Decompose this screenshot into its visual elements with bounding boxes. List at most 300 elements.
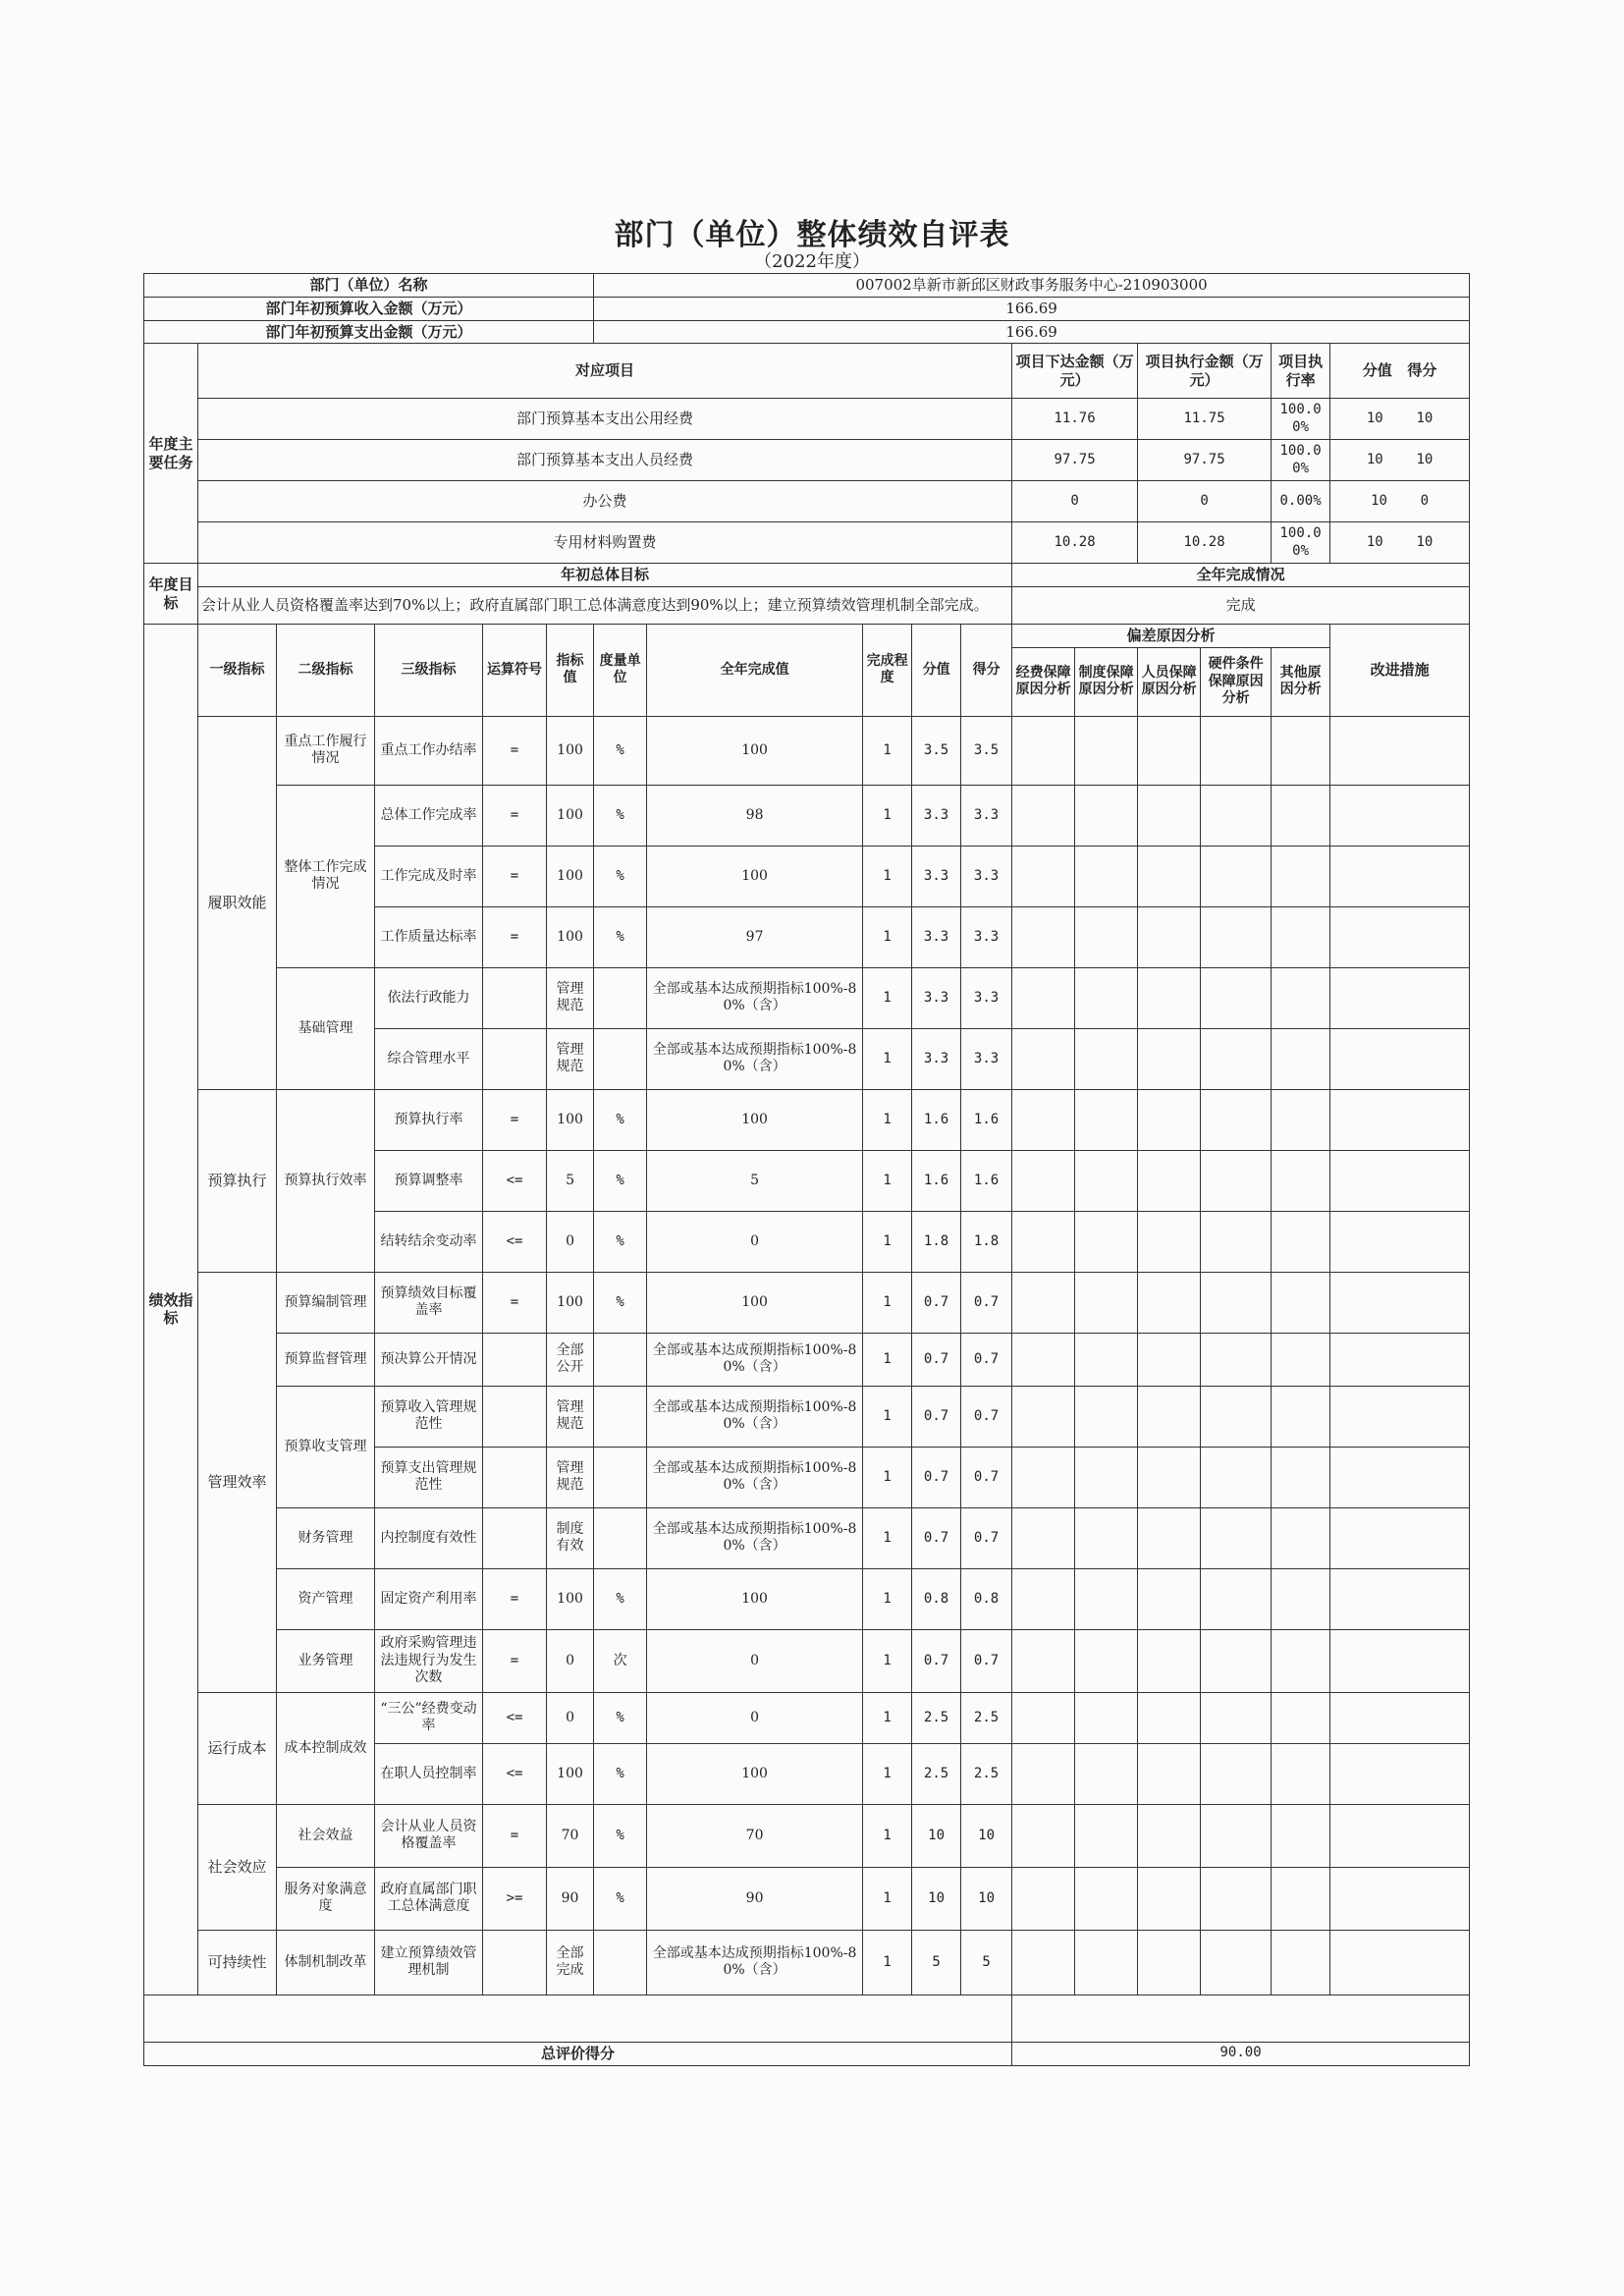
indicator-empty-cell	[1330, 1568, 1470, 1629]
indicator-empty-cell	[1201, 1333, 1272, 1386]
indicator-degree: 1	[863, 1150, 912, 1211]
col-improve: 改进措施	[1330, 625, 1470, 717]
indicator-weight: 2.5	[912, 1743, 961, 1804]
indicator-empty-cell	[1330, 1507, 1470, 1568]
indicator-empty-cell	[1012, 1692, 1075, 1743]
col-target: 指标值	[547, 625, 594, 717]
indicator-operator	[483, 967, 547, 1028]
indicator-empty-cell	[1201, 1089, 1272, 1150]
tasks-header-project: 对应项目	[198, 344, 1012, 399]
indicator-row	[144, 967, 1470, 1028]
indicator-level3: 建立预算绩效管理机制	[375, 1930, 483, 1995]
col-actual: 全年完成值	[647, 625, 863, 717]
indicator-empty-cell	[1330, 846, 1470, 906]
task-executed: 97.75	[1138, 440, 1272, 481]
indicator-degree: 1	[863, 906, 912, 967]
task-row	[144, 481, 1470, 522]
indicator-level3: 固定资产利用率	[375, 1568, 483, 1629]
indicator-target: 管理规范	[547, 1386, 594, 1447]
indicator-empty-cell	[1138, 967, 1201, 1028]
indicator-weight: 1.8	[912, 1211, 961, 1272]
indicator-row	[144, 1867, 1470, 1930]
task-row	[144, 440, 1470, 481]
income-label: 部门年初预算收入金额（万元）	[144, 297, 594, 320]
indicator-empty-cell	[1272, 1507, 1330, 1568]
indicator-empty-cell	[1138, 1028, 1201, 1089]
indicator-operator: =	[483, 906, 547, 967]
indicator-empty-cell	[1138, 716, 1201, 785]
indicator-row	[144, 716, 1470, 785]
indicator-row	[144, 1507, 1470, 1568]
indicator-unit: 次	[594, 1629, 647, 1692]
col-level2: 二级指标	[277, 625, 375, 717]
indicator-level3: “三公”经费变动率	[375, 1692, 483, 1743]
indicator-level2: 预算执行效率	[277, 1089, 375, 1272]
indicator-score: 1.6	[961, 1089, 1012, 1150]
page-title: 部门（单位）整体绩效自评表	[614, 218, 1010, 252]
task-weight: 10	[1366, 534, 1383, 550]
indicator-level3: 政府采购管理违法违规行为发生次数	[375, 1629, 483, 1692]
indicator-empty-cell	[1201, 906, 1272, 967]
indicator-unit: %	[594, 1089, 647, 1150]
indicator-empty-cell	[1330, 1447, 1470, 1507]
indicator-level3: 在职人员控制率	[375, 1743, 483, 1804]
indicator-target: 100	[547, 1272, 594, 1333]
indicator-degree: 1	[863, 1028, 912, 1089]
indicator-operator: =	[483, 1629, 547, 1692]
total-spacer-right	[1012, 1995, 1470, 2042]
indicator-empty-cell	[1272, 1629, 1330, 1692]
indicator-weight: 0.7	[912, 1272, 961, 1333]
tasks-header-executed: 项目执行金额（万元）	[1138, 344, 1272, 399]
col-dev-staff: 人员保障原因分析	[1138, 647, 1201, 716]
indicator-degree: 1	[863, 1447, 912, 1507]
indicator-level1: 预算执行	[198, 1089, 277, 1272]
indicator-empty-cell	[1272, 1804, 1330, 1867]
indicator-empty-cell	[1201, 1743, 1272, 1804]
indicator-empty-cell	[1272, 1333, 1330, 1386]
indicator-empty-cell	[1272, 1028, 1330, 1089]
indicator-unit: %	[594, 1692, 647, 1743]
indicator-unit	[594, 1930, 647, 1995]
indicator-empty-cell	[1075, 1089, 1138, 1150]
indicator-unit: %	[594, 1804, 647, 1867]
indicator-operator: <=	[483, 1692, 547, 1743]
indicator-operator: =	[483, 785, 547, 846]
indicator-operator: >=	[483, 1867, 547, 1930]
tasks-header-weight-score	[1330, 344, 1470, 399]
indicator-empty-cell	[1075, 1867, 1138, 1930]
indicators-section-label: 绩效指标	[144, 625, 198, 1995]
indicator-row	[144, 1930, 1470, 1995]
indicator-actual: 0	[647, 1629, 863, 1692]
indicator-score: 0.7	[961, 1629, 1012, 1692]
task-issued: 97.75	[1012, 440, 1138, 481]
indicator-target: 100	[547, 846, 594, 906]
indicator-level1: 管理效率	[198, 1272, 277, 1692]
indicator-weight: 0.7	[912, 1386, 961, 1447]
indicator-weight: 5	[912, 1930, 961, 1995]
indicator-empty-cell	[1330, 1386, 1470, 1447]
indicator-actual: 98	[647, 785, 863, 846]
indicator-level2: 预算收支管理	[277, 1386, 375, 1507]
task-rate: 0.00%	[1272, 481, 1330, 522]
indicator-level2: 资产管理	[277, 1568, 375, 1629]
indicator-empty-cell	[1272, 1867, 1330, 1930]
indicator-score: 0.8	[961, 1568, 1012, 1629]
indicator-level2: 整体工作完成情况	[277, 785, 375, 967]
indicator-empty-cell	[1272, 1272, 1330, 1333]
indicator-level3: 预算调整率	[375, 1150, 483, 1211]
indicator-score: 1.8	[961, 1211, 1012, 1272]
indicator-empty-cell	[1330, 1150, 1470, 1211]
indicator-empty-cell	[1075, 1150, 1138, 1211]
indicator-level1: 社会效应	[198, 1804, 277, 1930]
indicator-empty-cell	[1272, 1447, 1330, 1507]
indicator-empty-cell	[1138, 906, 1201, 967]
indicator-unit: %	[594, 785, 647, 846]
indicator-weight: 3.3	[912, 1028, 961, 1089]
indicator-empty-cell	[1201, 1447, 1272, 1507]
tasks-header-weight: 分值	[1362, 361, 1392, 380]
task-row	[144, 399, 1470, 440]
indicator-level2: 基础管理	[277, 967, 375, 1089]
indicator-score: 0.7	[961, 1386, 1012, 1447]
tasks-header-score: 得分	[1407, 361, 1437, 380]
indicator-empty-cell	[1201, 1386, 1272, 1447]
indicator-operator: =	[483, 716, 547, 785]
indicator-empty-cell	[1272, 785, 1330, 846]
indicator-level3: 工作质量达标率	[375, 906, 483, 967]
indicator-empty-cell	[1201, 1867, 1272, 1930]
indicator-degree: 1	[863, 1333, 912, 1386]
indicator-score: 1.6	[961, 1150, 1012, 1211]
indicator-empty-cell	[1201, 1272, 1272, 1333]
indicator-actual: 全部或基本达成预期指标100%-80%（含）	[647, 967, 863, 1028]
task-name: 专用材料购置费	[198, 522, 1012, 564]
indicator-empty-cell	[1272, 716, 1330, 785]
indicator-empty-cell	[1012, 1507, 1075, 1568]
task-name: 部门预算基本支出公用经费	[198, 399, 1012, 440]
indicator-empty-cell	[1272, 1692, 1330, 1743]
indicator-degree: 1	[863, 1272, 912, 1333]
indicator-empty-cell	[1330, 1804, 1470, 1867]
indicator-degree: 1	[863, 1867, 912, 1930]
indicator-level3: 内控制度有效性	[375, 1507, 483, 1568]
goals-target-text: 会计从业人员资格覆盖率达到70%以上；政府直属部门职工总体满意度达到90%以上；建立预算绩效管理机制全部完成。	[198, 587, 1012, 625]
total-score-value: 90.00	[1012, 2042, 1470, 2065]
indicator-empty-cell	[1012, 1150, 1075, 1211]
indicator-empty-cell	[1075, 785, 1138, 846]
indicator-empty-cell	[1330, 967, 1470, 1028]
col-degree: 完成程度	[863, 625, 912, 717]
task-rate: 100.00%	[1272, 399, 1330, 440]
indicator-level2: 社会效益	[277, 1804, 375, 1867]
indicator-empty-cell	[1075, 1930, 1138, 1995]
indicator-degree: 1	[863, 1629, 912, 1692]
col-dev-funding: 经费保障原因分析	[1012, 647, 1075, 716]
indicator-degree: 1	[863, 1386, 912, 1447]
unit-name-label: 部门（单位）名称	[144, 274, 594, 298]
expense-value: 166.69	[594, 320, 1470, 344]
indicator-empty-cell	[1330, 1272, 1470, 1333]
indicator-unit: %	[594, 716, 647, 785]
indicator-empty-cell	[1012, 906, 1075, 967]
indicator-actual: 100	[647, 846, 863, 906]
indicator-empty-cell	[1012, 1743, 1075, 1804]
indicator-unit: %	[594, 1150, 647, 1211]
indicator-empty-cell	[1138, 846, 1201, 906]
indicator-weight: 0.7	[912, 1507, 961, 1568]
goals-done-text: 完成	[1012, 587, 1470, 625]
indicator-empty-cell	[1075, 1272, 1138, 1333]
indicator-weight: 3.3	[912, 906, 961, 967]
indicator-empty-cell	[1075, 1629, 1138, 1692]
indicator-target: 100	[547, 1568, 594, 1629]
indicator-target: 0	[547, 1211, 594, 1272]
indicator-score: 10	[961, 1804, 1012, 1867]
indicator-operator	[483, 1333, 547, 1386]
indicator-row	[144, 1386, 1470, 1447]
indicator-target: 0	[547, 1629, 594, 1692]
indicator-score: 2.5	[961, 1743, 1012, 1804]
indicator-empty-cell	[1138, 1386, 1201, 1447]
indicator-empty-cell	[1075, 1568, 1138, 1629]
indicator-score: 3.3	[961, 846, 1012, 906]
tasks-section-label: 年度主要任务	[144, 344, 198, 564]
task-score: 0	[1420, 493, 1430, 509]
indicator-empty-cell	[1272, 1568, 1330, 1629]
task-name: 办公费	[198, 481, 1012, 522]
task-issued: 0	[1012, 481, 1138, 522]
task-issued: 11.76	[1012, 399, 1138, 440]
indicator-unit	[594, 1507, 647, 1568]
indicator-empty-cell	[1330, 1930, 1470, 1995]
goals-done-header: 全年完成情况	[1012, 564, 1470, 587]
indicator-degree: 1	[863, 1743, 912, 1804]
indicator-empty-cell	[1012, 846, 1075, 906]
indicator-target: 5	[547, 1150, 594, 1211]
indicator-score: 10	[961, 1867, 1012, 1930]
col-unit: 度量单位	[594, 625, 647, 717]
indicator-unit	[594, 967, 647, 1028]
col-dev-system: 制度保障原因分析	[1075, 647, 1138, 716]
col-score: 得分	[961, 625, 1012, 717]
indicator-empty-cell	[1138, 1211, 1201, 1272]
indicator-weight: 3.3	[912, 967, 961, 1028]
indicator-empty-cell	[1075, 1447, 1138, 1507]
indicator-empty-cell	[1138, 785, 1201, 846]
indicator-empty-cell	[1201, 1211, 1272, 1272]
col-level3: 三级指标	[375, 625, 483, 717]
indicator-level2: 预算编制管理	[277, 1272, 375, 1333]
indicator-empty-cell	[1075, 906, 1138, 967]
indicator-operator: =	[483, 846, 547, 906]
indicator-degree: 1	[863, 1692, 912, 1743]
indicator-operator: =	[483, 1089, 547, 1150]
indicator-empty-cell	[1075, 1028, 1138, 1089]
col-dev-hardware: 硬件条件保障原因分析	[1201, 647, 1272, 716]
indicator-degree: 1	[863, 846, 912, 906]
indicator-empty-cell	[1012, 1211, 1075, 1272]
indicator-weight: 10	[912, 1804, 961, 1867]
indicator-empty-cell	[1012, 1867, 1075, 1930]
indicator-empty-cell	[1138, 1272, 1201, 1333]
col-dev-other: 其他原因分析	[1272, 647, 1330, 716]
indicator-degree: 1	[863, 1804, 912, 1867]
col-level1: 一级指标	[198, 625, 277, 717]
indicator-empty-cell	[1330, 1867, 1470, 1930]
indicator-empty-cell	[1272, 1150, 1330, 1211]
indicator-row	[144, 1333, 1470, 1386]
indicator-target: 管理规范	[547, 967, 594, 1028]
indicator-actual: 100	[647, 716, 863, 785]
indicator-empty-cell	[1138, 1930, 1201, 1995]
indicator-level3: 依法行政能力	[375, 967, 483, 1028]
indicator-score: 0.7	[961, 1333, 1012, 1386]
indicator-degree: 1	[863, 1089, 912, 1150]
indicator-level3: 预算支出管理规范性	[375, 1447, 483, 1507]
indicator-target: 0	[547, 1692, 594, 1743]
indicator-level2: 重点工作履行情况	[277, 716, 375, 785]
indicator-level3: 工作完成及时率	[375, 846, 483, 906]
indicator-degree: 1	[863, 1568, 912, 1629]
indicator-score: 3.5	[961, 716, 1012, 785]
indicator-empty-cell	[1138, 1804, 1201, 1867]
indicator-score: 2.5	[961, 1692, 1012, 1743]
indicator-unit	[594, 1028, 647, 1089]
indicator-empty-cell	[1138, 1629, 1201, 1692]
indicator-operator: =	[483, 1272, 547, 1333]
indicator-empty-cell	[1201, 1028, 1272, 1089]
indicator-unit: %	[594, 1211, 647, 1272]
indicator-actual: 97	[647, 906, 863, 967]
task-executed: 11.75	[1138, 399, 1272, 440]
indicator-operator	[483, 1507, 547, 1568]
indicator-row	[144, 1272, 1470, 1333]
indicator-actual: 全部或基本达成预期指标100%-80%（含）	[647, 1930, 863, 1995]
indicator-degree: 1	[863, 1507, 912, 1568]
indicator-empty-cell	[1075, 1804, 1138, 1867]
indicator-target: 全部公开	[547, 1333, 594, 1386]
total-spacer-left	[144, 1995, 1012, 2042]
indicator-empty-cell	[1330, 1028, 1470, 1089]
task-rate: 100.00%	[1272, 440, 1330, 481]
indicator-empty-cell	[1201, 785, 1272, 846]
indicator-operator	[483, 1028, 547, 1089]
indicator-degree: 1	[863, 1211, 912, 1272]
indicator-empty-cell	[1330, 1333, 1470, 1386]
indicator-target: 管理规范	[547, 1028, 594, 1089]
indicator-weight: 0.7	[912, 1447, 961, 1507]
indicator-row	[144, 1089, 1470, 1150]
indicator-degree: 1	[863, 1930, 912, 1995]
indicator-empty-cell	[1272, 1930, 1330, 1995]
indicator-score: 3.3	[961, 906, 1012, 967]
indicator-unit	[594, 1386, 647, 1447]
indicator-operator: <=	[483, 1743, 547, 1804]
indicator-empty-cell	[1138, 1089, 1201, 1150]
indicator-row	[144, 1804, 1470, 1867]
indicator-actual: 0	[647, 1692, 863, 1743]
task-weight: 10	[1366, 410, 1383, 426]
indicator-level2: 成本控制成效	[277, 1692, 375, 1804]
indicator-empty-cell	[1201, 1568, 1272, 1629]
indicator-empty-cell	[1330, 906, 1470, 967]
page-subtitle-year: （2022年度）	[754, 251, 870, 272]
task-weight-score	[1330, 481, 1470, 522]
indicator-score: 5	[961, 1930, 1012, 1995]
indicator-operator	[483, 1447, 547, 1507]
indicator-unit	[594, 1333, 647, 1386]
indicator-empty-cell	[1138, 1447, 1201, 1507]
task-weight: 10	[1371, 493, 1387, 509]
indicator-actual: 100	[647, 1089, 863, 1150]
indicator-empty-cell	[1330, 785, 1470, 846]
indicator-level1: 运行成本	[198, 1692, 277, 1804]
indicator-degree: 1	[863, 785, 912, 846]
indicator-weight: 3.5	[912, 716, 961, 785]
indicator-operator: =	[483, 1568, 547, 1629]
task-score: 10	[1416, 452, 1434, 467]
indicator-actual: 全部或基本达成预期指标100%-80%（含）	[647, 1507, 863, 1568]
indicator-row	[144, 1568, 1470, 1629]
indicator-empty-cell	[1012, 716, 1075, 785]
indicator-level3: 会计从业人员资格覆盖率	[375, 1804, 483, 1867]
unit-name-value: 007002阜新市新邱区财政事务服务中心-210903000	[594, 274, 1470, 298]
indicator-row	[144, 1692, 1470, 1743]
indicator-empty-cell	[1075, 967, 1138, 1028]
indicator-empty-cell	[1138, 1867, 1201, 1930]
task-rate: 100.00%	[1272, 522, 1330, 564]
indicator-level1: 可持续性	[198, 1930, 277, 1995]
indicator-target: 制度有效	[547, 1507, 594, 1568]
task-issued: 10.28	[1012, 522, 1138, 564]
indicator-actual: 全部或基本达成预期指标100%-80%（含）	[647, 1028, 863, 1089]
task-score: 10	[1416, 410, 1434, 426]
indicator-empty-cell	[1201, 1629, 1272, 1692]
indicator-level3: 综合管理水平	[375, 1028, 483, 1089]
tasks-header-issued: 项目下达金额（万元）	[1012, 344, 1138, 399]
indicator-weight: 1.6	[912, 1150, 961, 1211]
indicator-empty-cell	[1201, 1507, 1272, 1568]
indicator-level3: 预算绩效目标覆盖率	[375, 1272, 483, 1333]
indicator-empty-cell	[1272, 967, 1330, 1028]
indicator-empty-cell	[1075, 1507, 1138, 1568]
indicator-unit: %	[594, 906, 647, 967]
indicator-empty-cell	[1330, 1629, 1470, 1692]
indicator-empty-cell	[1075, 1211, 1138, 1272]
indicator-level2: 财务管理	[277, 1507, 375, 1568]
tasks-header-rate: 项目执行率	[1272, 344, 1330, 399]
indicator-level3: 预算执行率	[375, 1089, 483, 1150]
income-value: 166.69	[594, 297, 1470, 320]
indicator-level3: 预决算公开情况	[375, 1333, 483, 1386]
indicator-empty-cell	[1272, 846, 1330, 906]
indicator-row	[144, 785, 1470, 846]
indicator-level3: 结转结余变动率	[375, 1211, 483, 1272]
indicator-empty-cell	[1075, 1692, 1138, 1743]
indicator-operator	[483, 1930, 547, 1995]
indicator-empty-cell	[1012, 1089, 1075, 1150]
indicator-actual: 0	[647, 1211, 863, 1272]
task-score: 10	[1416, 534, 1434, 550]
indicator-empty-cell	[1201, 1930, 1272, 1995]
indicator-empty-cell	[1138, 1507, 1201, 1568]
indicator-score: 3.3	[961, 1028, 1012, 1089]
indicator-empty-cell	[1330, 1743, 1470, 1804]
indicator-empty-cell	[1075, 1333, 1138, 1386]
